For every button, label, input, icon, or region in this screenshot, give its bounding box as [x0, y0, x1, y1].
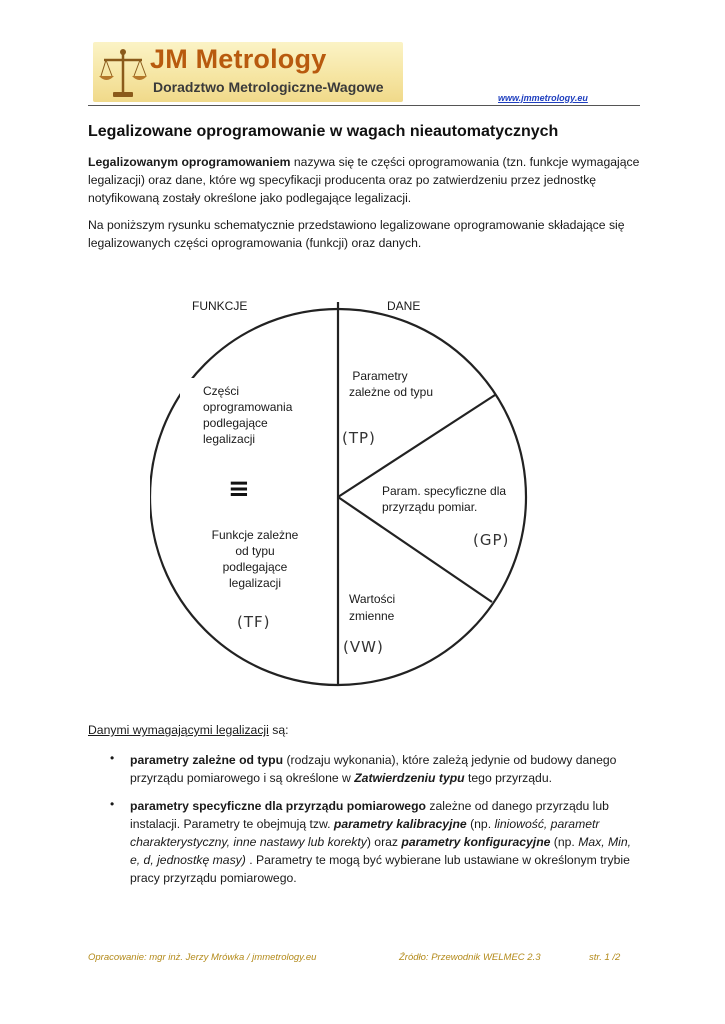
- list-item-1: [130, 751, 640, 787]
- website-link[interactable]: www.jmmetrology.eu: [498, 93, 588, 103]
- item1-line2-bolditalic: Zatwierdzeniu typu: [354, 771, 465, 785]
- label-funkcje: FUNKCJE: [192, 299, 248, 313]
- item2-line3-italic2: Max, Min,: [578, 835, 632, 849]
- item2-text1: zależne od danego przyrządu lub: [425, 799, 609, 813]
- item2-line2-pre: instalacji. Parametry te obejmują tzw.: [130, 817, 334, 831]
- intro-bold-term: Legalizowanym oprogramowaniem: [88, 155, 291, 169]
- item1-text1: (rodzaju wykonania), które zależą jedynie od budowy danego: [283, 753, 617, 767]
- item2-line2-italic: liniowość, parametr: [494, 817, 600, 831]
- vw-line-1: Wartości: [349, 592, 396, 606]
- vw-line-2: zmienne: [349, 609, 395, 623]
- left-top-line-2: oprogramowania: [203, 400, 293, 414]
- page-title: Legalizowane oprogramowanie w wagach nieautomatycznych: [88, 123, 559, 140]
- item1-line2-pre: przyrządu pomiarowego i są określone w: [130, 771, 355, 785]
- p2-line2: legalizowanych części oprogramowania (funkcji) oraz danych.: [88, 236, 422, 250]
- list-item-2: [130, 797, 640, 887]
- tp-line-2: zależne od typu: [348, 385, 434, 399]
- intro-line1: nazywa się te części oprogramowania (tzn. funkcje wymagające: [290, 155, 640, 169]
- item2-line3-italic: charakterystyczny, inne nastawy lub korekty: [130, 835, 367, 849]
- logo-title: JM Metrology: [150, 44, 327, 74]
- bullet-2: •: [110, 797, 115, 811]
- scales-icon: [98, 46, 148, 100]
- footer-source: Źródło: Przewodnik WELMEC 2.3: [399, 952, 541, 963]
- left-bottom-line-3: podlegające: [222, 560, 288, 574]
- left-top-line-4: legalizacji: [203, 432, 256, 446]
- code-gp: (GP): [473, 531, 510, 549]
- item2-line5: pracy przyrządu pomiarowego.: [130, 871, 297, 885]
- left-bottom-line-2: od typu: [235, 544, 275, 558]
- item2-line2-bolditalic: parametry kalibracyjne: [333, 817, 467, 831]
- diagram-intro-paragraph: [88, 216, 640, 252]
- intro-line2: legalizacji) oraz dane, które wg specyfikacji producenta oraz po zatwierdzeniu przez jednostkę: [88, 173, 597, 187]
- left-top-line-1: Części: [203, 384, 240, 398]
- header-divider: [88, 105, 640, 106]
- left-bottom-line-1: Funkcje zależne: [211, 528, 299, 542]
- item2-line3-mid: ) oraz: [366, 835, 402, 849]
- item2-bold: parametry specyficzne dla przyrządu pomiarowego: [130, 799, 426, 813]
- p2-line1: Na poniższym rysunku schematycznie przedstawiono legalizowane oprogramowanie składające się: [88, 218, 625, 232]
- code-vw: (VW): [343, 638, 384, 656]
- item2-line4-italic: e, d, jednostkę masy): [130, 853, 246, 867]
- item2-line3-post: (np.: [550, 835, 579, 849]
- bullet-1: •: [110, 751, 115, 765]
- code-tf: (TF): [237, 613, 271, 631]
- logo-subtitle: Doradztwo Metrologiczne-Wagowe: [153, 79, 384, 95]
- code-tp: (TP): [342, 429, 376, 447]
- tp-line-1: Parametry: [352, 369, 408, 383]
- intro-paragraph: [88, 153, 640, 207]
- left-top-line-3: podlegające: [203, 416, 268, 430]
- list-intro: [88, 723, 289, 737]
- left-bottom-line-4: legalizacji: [228, 576, 282, 590]
- label-dane: DANE: [387, 299, 421, 313]
- footer-author: Opracowanie: mgr inż. Jerzy Mrówka / jmmetrology.eu: [88, 952, 317, 963]
- item2-line3-bolditalic: parametry konfiguracyjne: [401, 835, 551, 849]
- list-intro-rest: są:: [268, 723, 289, 737]
- software-diagram: [150, 290, 550, 690]
- gp-line-1: Param. specyficzne dla: [382, 484, 507, 498]
- list-intro-underlined: Danymi wymagającymi legalizacji: [88, 723, 269, 737]
- footer-page: str. 1 /2: [589, 952, 621, 963]
- intro-line3: notyfikowaną zostały określone jako podlegające legalizacji.: [88, 191, 412, 205]
- item1-bold: parametry zależne od typu: [130, 753, 284, 767]
- equivalence-symbol: ≡: [228, 474, 250, 504]
- item2-line2-mid: (np.: [466, 817, 495, 831]
- gp-line-2: przyrządu pomiar.: [382, 500, 478, 514]
- item2-line4-rest: . Parametry te mogą być wybierane lub ustawiane w określonym trybie: [245, 853, 630, 867]
- item1-line2-post: tego przyrządu.: [464, 771, 552, 785]
